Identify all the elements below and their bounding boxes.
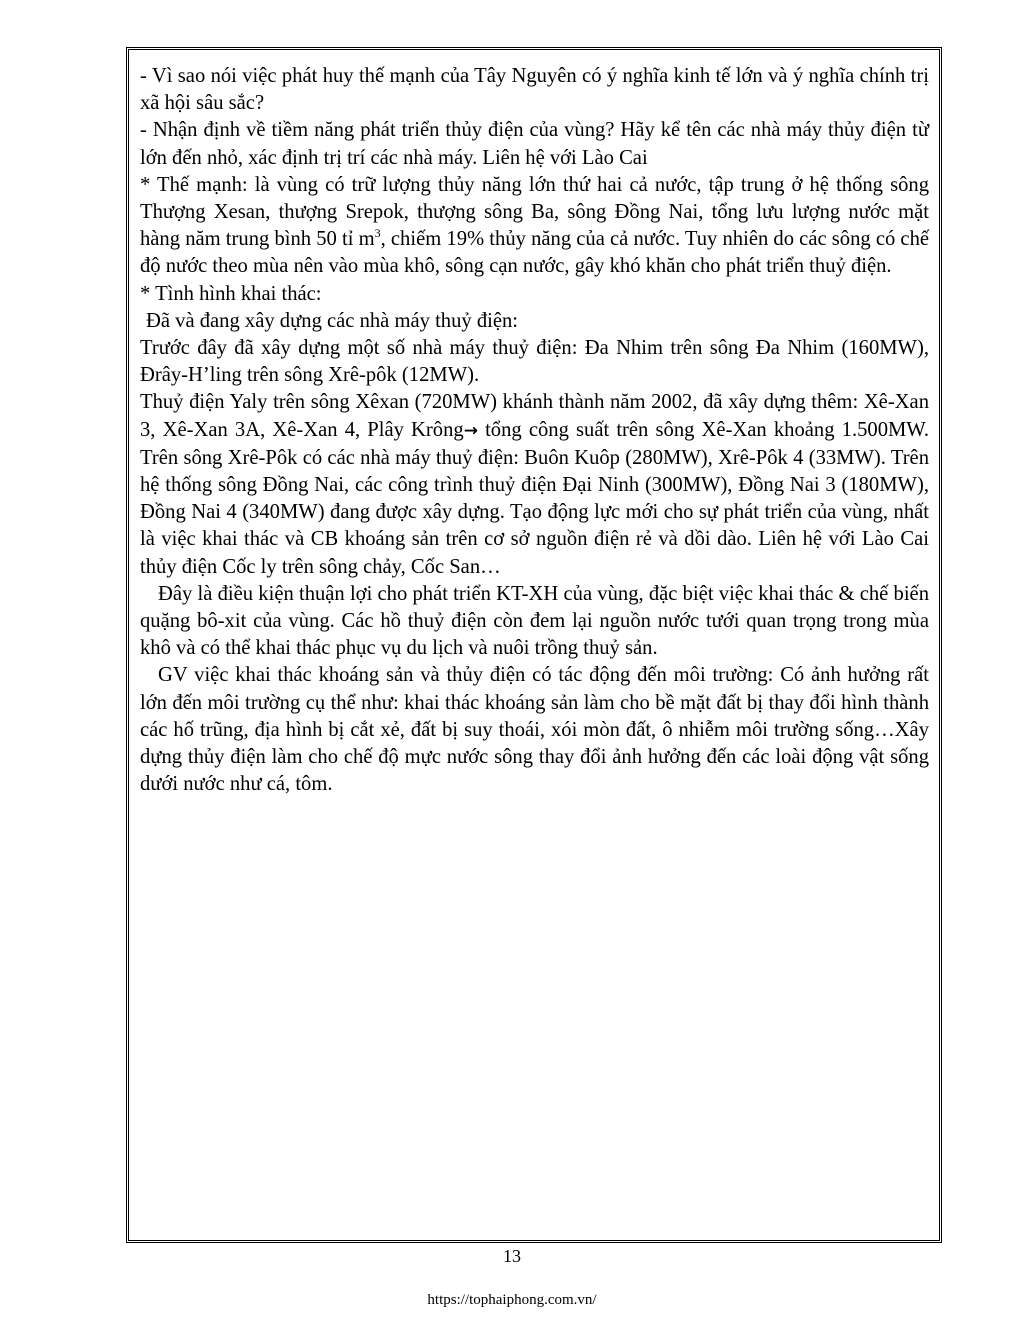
strength-text-continued: , chiếm 19% thủy năng của cả nước. Tuy nhiên do các sông có chế độ nước theo mùa nên vào mùa khô, sông cạn nước, gây khó khăn cho phát triển thuỷ điện. [140,228,930,278]
text-paragraph: Đây là điều kiện thuận lợi cho phát triển KT-XH của vùng, đặc biệt việc khai thác & chế biến quặng bô-xit của vùng. Các hồ thuỷ điện còn đem lại nguồn nước tưới quan trọng trong mùa khô và có thể khai thác phục vụ du lịch và nuôi trồng thuỷ sản. [140,582,929,660]
superscript-exponent: 3 [374,226,381,241]
hydro-text-continued: tổng công suất trên sông Xê-Xan khoảng 1.500MW. Trên sông Xrê-Pôk có các nhà máy thuỷ điện: Buôn Kuôp (280MW), Xrê-Pôk 4 (33MW). Trên hệ thống sông Đồng Nai, các công trình thuỷ điện Đại Ninh (300MW), Đồng Nai 3 (180MW), Đồng Nai 4 (340MW) đang được xây dựng. Tạo động lực mới cho sự phát triển của vùng, nhất là việc khai thác và CB khoáng sản trên cơ sở nguồn điện rẻ và dồi dào. Liên hệ với Lào Cai thủy điện Cốc ly trên sông chảy, Cốc San… [140,418,929,578]
hydro-paragraph [140,389,929,580]
question-paragraph: - Nhận định về tiềm năng phát triển thủy điện của vùng? Hãy kể tên các nhà máy thủy điện từ lớn đến nhỏ, xác định trị trí các nhà máy. Liên hệ với Lào Cai [140,119,929,169]
page-number: 13 [503,1246,521,1266]
document-body [140,63,929,798]
arrow-right-icon: → [463,420,478,441]
strength-text: * Thế mạnh: là vùng có trữ lượng thủy năng lớn thứ hai cả nước, tập trung ở hệ thống sông Thượng Xesan, thượng Srepok, thượng sông Ba, sông Đồng Nai, tổng lưu lượng nước mặt hàng năm trung bình 50 tỉ m [140,173,929,251]
text-paragraph: Trước đây đã xây dựng một số nhà máy thuỷ điện: Đa Nhim trên sông Đa Nhim (160MW), Đrây-H’ling trên sông Xrê-pôk (12MW). [140,337,929,387]
strength-paragraph [140,172,929,281]
footer-url[interactable]: https://tophaiphong.com.vn/ [427,1292,597,1308]
section-heading: * Tình hình khai thác: [140,282,322,305]
question-paragraph: - Vì sao nói việc phát huy thế mạnh của Tây Nguyên có ý nghĩa kinh tế lớn và ý nghĩa chính trị xã hội sâu sắc? [140,65,929,115]
text-paragraph: GV việc khai thác khoáng sản và thủy điện có tác động đến môi trường: Có ảnh hưởng rất lớn đến môi trường cụ thể như: khai thác khoáng sản làm cho bề mặt đất bị thay đổi hình thành các hố trũng, địa hình bị cắt xẻ, đất bị suy thoái, xói mòn đất, ô nhiễm môi trường sống…Xây dựng thủy điện làm cho chế độ mực nước sông thay đổi ảnh hưởng đến các loài động vật sống dưới nước như cá, tôm. [140,664,929,796]
hydro-text: Thuỷ điện Yaly trên sông Xêxan (720MW) khánh thành năm 2002, đã xây dựng thêm: Xê-Xan 3, Xê-Xan 3A, Xê-Xan 4, Plây Krông [140,391,929,441]
page-frame [126,47,942,1243]
text-paragraph: Đã và đang xây dựng các nhà máy thuỷ điện: [146,309,519,332]
